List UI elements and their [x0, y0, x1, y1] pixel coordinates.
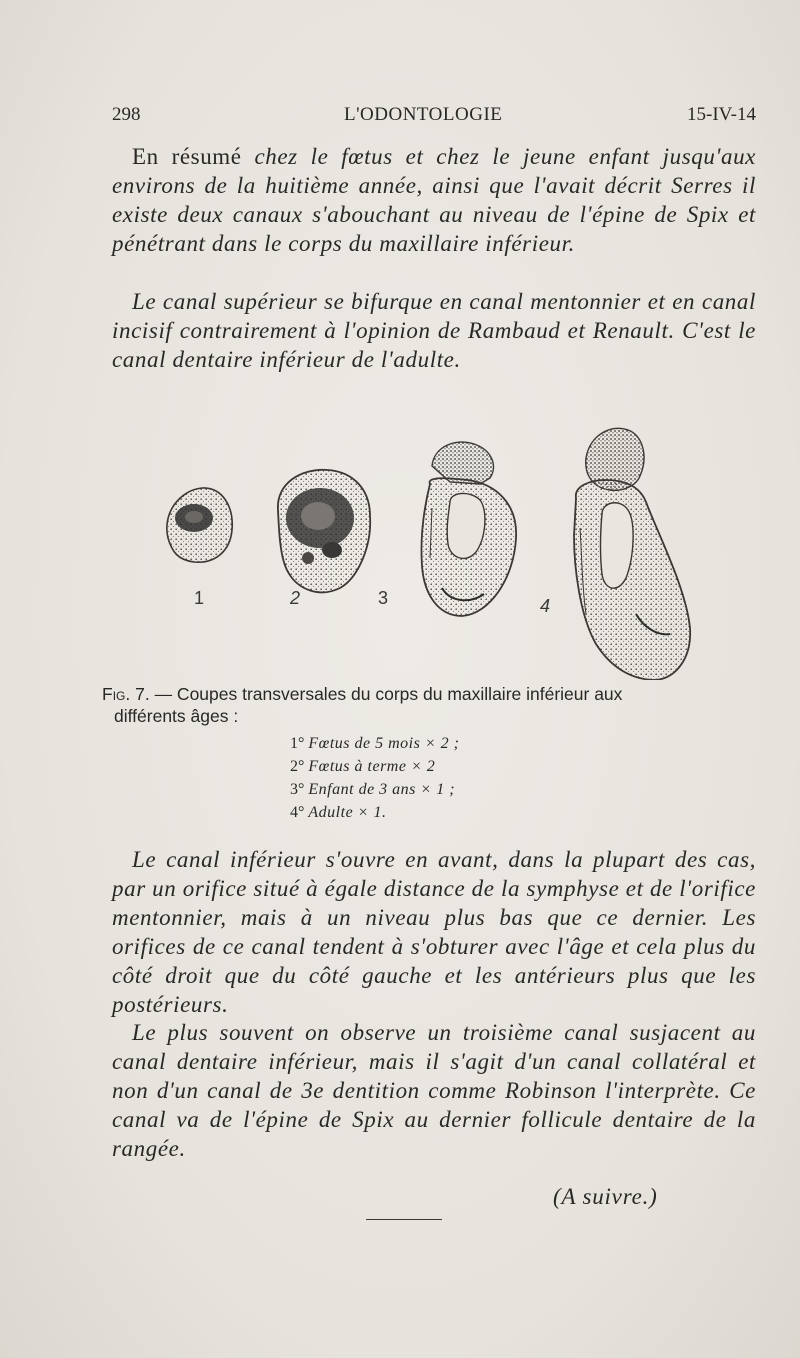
figure-number-4: 4 [540, 596, 551, 616]
paragraph-3-text: Le canal inférieur s'ouvre en avant, dans la plupart des cas, par un orifice situé à égale distance de la symphyse et de l'orifice mentonnier, mais à un niveau plus bas que ce dernier. Les orifices de ce canal tendent à s'obturer avec l'âge et cela plus du côté droit que du côté gauche et les antérieurs plus que les postérieurs. [112, 847, 756, 1017]
section-1-drawing [167, 488, 232, 562]
running-header [112, 104, 756, 134]
legend-item: 1° Fœtus de 5 mois × 2 ; [290, 735, 460, 752]
caption-text-continued: différents âges : [114, 706, 239, 726]
paragraph-2 [112, 287, 756, 374]
paragraph-3 [112, 845, 756, 1019]
caption-text: — Coupes transversales du corps du maxillaire inférieur aux [154, 684, 623, 704]
section-4-drawing [574, 428, 690, 680]
paragraph-4 [112, 1018, 756, 1163]
figure-7 [150, 418, 710, 680]
paragraph-1 [112, 142, 756, 258]
figure-number-1: 1 [194, 588, 205, 608]
figure-legend [290, 732, 590, 824]
figure-number-3: 3 [378, 588, 389, 608]
paragraph-1-lead: En résumé [132, 144, 242, 169]
section-2-drawing [278, 470, 370, 593]
figure-number-2: 2 [290, 588, 301, 608]
to-be-continued: (A suivre.) [553, 1184, 658, 1209]
page-number: 298 [112, 104, 141, 125]
legend-item: 2° Fœtus à terme × 2 [290, 758, 436, 775]
legend-item: 4° Adulte × 1. [290, 804, 387, 821]
figure-illustration [150, 418, 710, 680]
issue-date: 15-IV-14 [687, 104, 756, 125]
figure-caption [102, 683, 756, 727]
closing-rule [366, 1219, 442, 1220]
legend-item: 3° Enfant de 3 ans × 1 ; [290, 781, 456, 798]
paragraph-1-body: chez le fœtus et chez le jeune enfant jusqu'aux environs de la huitième année, ainsi que l'avait décrit Serres il existe deux canaux s'abouchant au niveau de l'épine de Spix et pénétrant dans le corps du maxillaire inférieur. [112, 144, 756, 256]
paragraph-2-text: Le canal supérieur se bifurque en canal mentonnier et en canal incisif contrairement à l'opinion de Rambaud et Renault. C'est le canal dentaire inférieur de l'adulte. [112, 289, 756, 372]
paragraph-4-text: Le plus souvent on observe un troisième canal susjacent au canal dentaire inférieur, mais il s'agit d'un canal collatéral et non d'un canal de 3e dentition comme Robinson l'interprète. Ce canal va de l'épine de Spix au dernier follicule dentaire de la rangée. [112, 1020, 756, 1161]
figure-label: Fig. 7. [102, 684, 150, 704]
journal-title: L'ODONTOLOGIE [344, 104, 503, 125]
section-3-drawing [421, 442, 516, 616]
